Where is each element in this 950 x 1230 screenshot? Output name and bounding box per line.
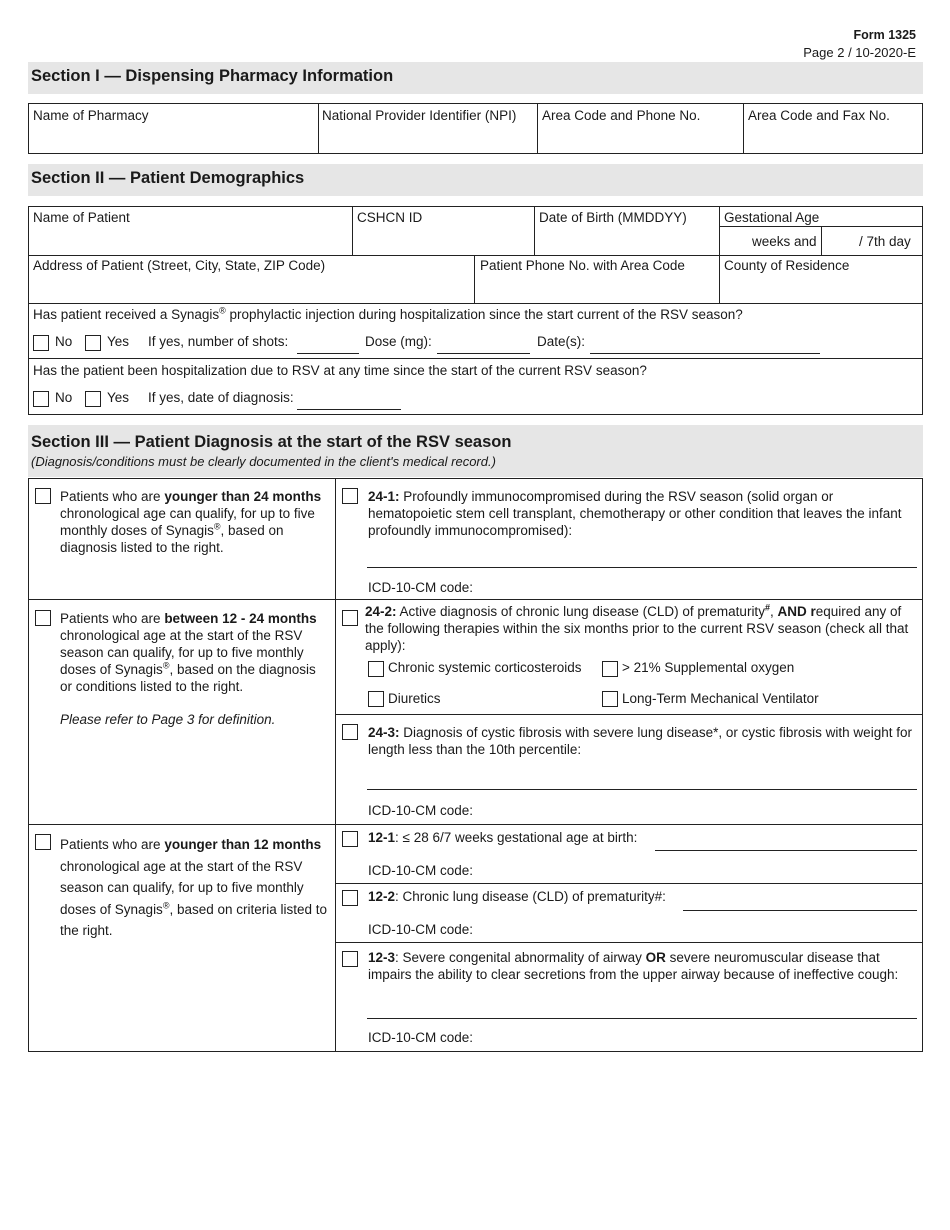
pharmacy-name-field[interactable]	[29, 122, 317, 152]
criteria-24-3-checkbox[interactable]	[342, 724, 358, 740]
q1-yes-checkbox[interactable]	[85, 335, 101, 351]
under-12-months-text: Patients who are younger than 12 months chronological age at the start of the RSV season can qualify, for up to five monthly doses of Synagis®, based on criteria listed to the right.	[60, 837, 328, 938]
dates-label: Date(s):	[537, 334, 586, 349]
icd-label-12-3: ICD-10-CM code:	[368, 1030, 474, 1045]
ventilator-label: Long-Term Mechanical Ventilator	[622, 691, 819, 706]
patient-name-field[interactable]	[29, 226, 351, 254]
npi-label: National Provider Identifier (NPI)	[322, 108, 517, 123]
icd-label-24-3: ICD-10-CM code:	[368, 803, 474, 818]
gestational-weeks-field[interactable]	[720, 227, 750, 254]
icd-label-12-2: ICD-10-CM code:	[368, 922, 474, 937]
12-24-months-checkbox[interactable]	[35, 610, 51, 626]
shots-label: If yes, number of shots:	[148, 334, 289, 349]
criteria-24-3-text: 24-3: Diagnosis of cystic fibrosis with severe lung disease*, or cystic fibrosis with weight for length less than the 10th percentile:	[368, 725, 912, 757]
patient-name-label: Name of Patient	[33, 210, 130, 225]
ventilator-checkbox[interactable]	[602, 691, 618, 707]
under-12-months-checkbox[interactable]	[35, 834, 51, 850]
page-info: Page 2 / 10-2020-E	[803, 45, 916, 60]
criteria-12-2-entry[interactable]	[683, 910, 917, 911]
q1-no-checkbox[interactable]	[33, 335, 49, 351]
diuretics-checkbox[interactable]	[368, 691, 384, 707]
criteria-12-3-entry[interactable]	[367, 1018, 917, 1019]
under-24-months-text: Patients who are younger than 24 months chronological age can qualify, for up to five monthly doses of Synagis®, based on diagnosis listed to the right.	[60, 489, 322, 555]
county-field[interactable]	[720, 274, 920, 302]
icd-label-12-1: ICD-10-CM code:	[368, 863, 474, 878]
criteria-24-1-checkbox[interactable]	[342, 488, 358, 504]
q1-no-label: No	[55, 334, 73, 349]
dob-field[interactable]	[535, 226, 718, 254]
section1-title: Section I — Dispensing Pharmacy Information	[31, 67, 394, 85]
address-field[interactable]	[29, 274, 473, 302]
icd-label-24-1: ICD-10-CM code:	[368, 580, 474, 595]
criteria-24-3-entry[interactable]	[367, 789, 917, 790]
dob-label: Date of Birth (MMDDYY)	[539, 210, 687, 225]
supplemental-oxygen-label: > 21% Supplemental oxygen	[622, 660, 795, 675]
section2-title: Section II — Patient Demographics	[31, 169, 305, 187]
q2-yes-checkbox[interactable]	[85, 391, 101, 407]
criteria-12-1-text: 12-1: ≤ 28 6/7 weeks gestational age at birth:	[368, 830, 638, 845]
gestational-days-field[interactable]	[822, 227, 858, 254]
corticosteroids-checkbox[interactable]	[368, 661, 384, 677]
cshcn-id-field[interactable]	[353, 226, 533, 254]
criteria-24-2-text: 24-2: Active diagnosis of chronic lung disease (CLD) of prematurity#, AND required any of the following therapies within the six months prior to the current RSV season (check all that apply):	[365, 602, 909, 653]
diuretics-label: Diuretics	[388, 691, 441, 706]
hospital-injection-question: Has patient received a Synagis® prophylactic injection during hospitalization since the start current of the RSV season?	[33, 305, 743, 322]
pharmacy-phone-label: Area Code and Phone No.	[542, 108, 701, 123]
rsv-hospitalization-question: Has the patient been hospitalization due to RSV at any time since the start of the current RSV season?	[33, 363, 647, 378]
pharmacy-name-label: Name of Pharmacy	[33, 108, 149, 123]
under-24-months-checkbox[interactable]	[35, 488, 51, 504]
supplemental-oxygen-checkbox[interactable]	[602, 661, 618, 677]
criteria-12-2-checkbox[interactable]	[342, 890, 358, 906]
shots-field[interactable]	[297, 353, 359, 354]
q2-no-checkbox[interactable]	[33, 391, 49, 407]
dose-label: Dose (mg):	[365, 334, 432, 349]
form-number: Form 1325	[853, 28, 916, 42]
12-24-months-text: Patients who are between 12 - 24 months chronological age at the start of the RSV season can qualify, for up to five monthly doses of Synagis®, based on the diagnosis or conditions listed to the right.	[60, 611, 317, 694]
npi-field[interactable]	[319, 122, 536, 152]
gestational-age-label: Gestational Age	[724, 210, 820, 225]
section3-title: Section III — Patient Diagnosis at the start of the RSV season	[31, 433, 512, 451]
dates-field[interactable]	[590, 353, 820, 354]
cshcn-id-label: CSHCN ID	[357, 210, 423, 225]
address-label: Address of Patient (Street, City, State, ZIP Code)	[33, 258, 326, 273]
county-label: County of Residence	[724, 258, 850, 273]
criteria-12-2-text: 12-2: Chronic lung disease (CLD) of prematurity#:	[368, 889, 666, 904]
criteria-12-3-text: 12-3: Severe congenital abnormality of airway OR severe neuromuscular disease that impairs the ability to clear secretions from the upper airway because of ineffective cough:	[368, 950, 899, 982]
section3-header	[28, 425, 923, 477]
weeks-and-label: weeks and	[752, 234, 817, 249]
diagnosis-date-label: If yes, date of diagnosis:	[148, 390, 294, 405]
seventh-day-label: / 7th day	[859, 234, 911, 249]
criteria-12-1-checkbox[interactable]	[342, 831, 358, 847]
definition-note: Please refer to Page 3 for definition.	[60, 712, 276, 727]
pharmacy-phone-field[interactable]	[538, 122, 742, 152]
pharmacy-fax-label: Area Code and Fax No.	[748, 108, 890, 123]
pharmacy-fax-field[interactable]	[744, 122, 920, 152]
patient-phone-field[interactable]	[475, 274, 718, 302]
criteria-24-1-text: 24-1: Profoundly immunocompromised during the RSV season (solid organ or hematopoietic stem cell transplant, chemotherapy or other condition that leaves the infant profoundly immunocompromised):	[368, 489, 902, 538]
criteria-24-1-entry[interactable]	[367, 567, 917, 568]
section1-header	[28, 62, 923, 94]
corticosteroids-label: Chronic systemic corticosteroids	[388, 660, 582, 675]
q2-no-label: No	[55, 390, 73, 405]
section2-header	[28, 164, 923, 196]
criteria-24-2-checkbox[interactable]	[342, 610, 358, 626]
dose-field[interactable]	[437, 353, 530, 354]
diagnosis-date-field[interactable]	[297, 409, 401, 410]
criteria-12-3-checkbox[interactable]	[342, 951, 358, 967]
q2-yes-label: Yes	[107, 390, 130, 405]
section3-subtitle: (Diagnosis/conditions must be clearly documented in the client's medical record.)	[31, 454, 496, 469]
patient-phone-label: Patient Phone No. with Area Code	[480, 258, 685, 273]
q1-yes-label: Yes	[107, 334, 130, 349]
criteria-12-1-entry[interactable]	[655, 850, 917, 851]
